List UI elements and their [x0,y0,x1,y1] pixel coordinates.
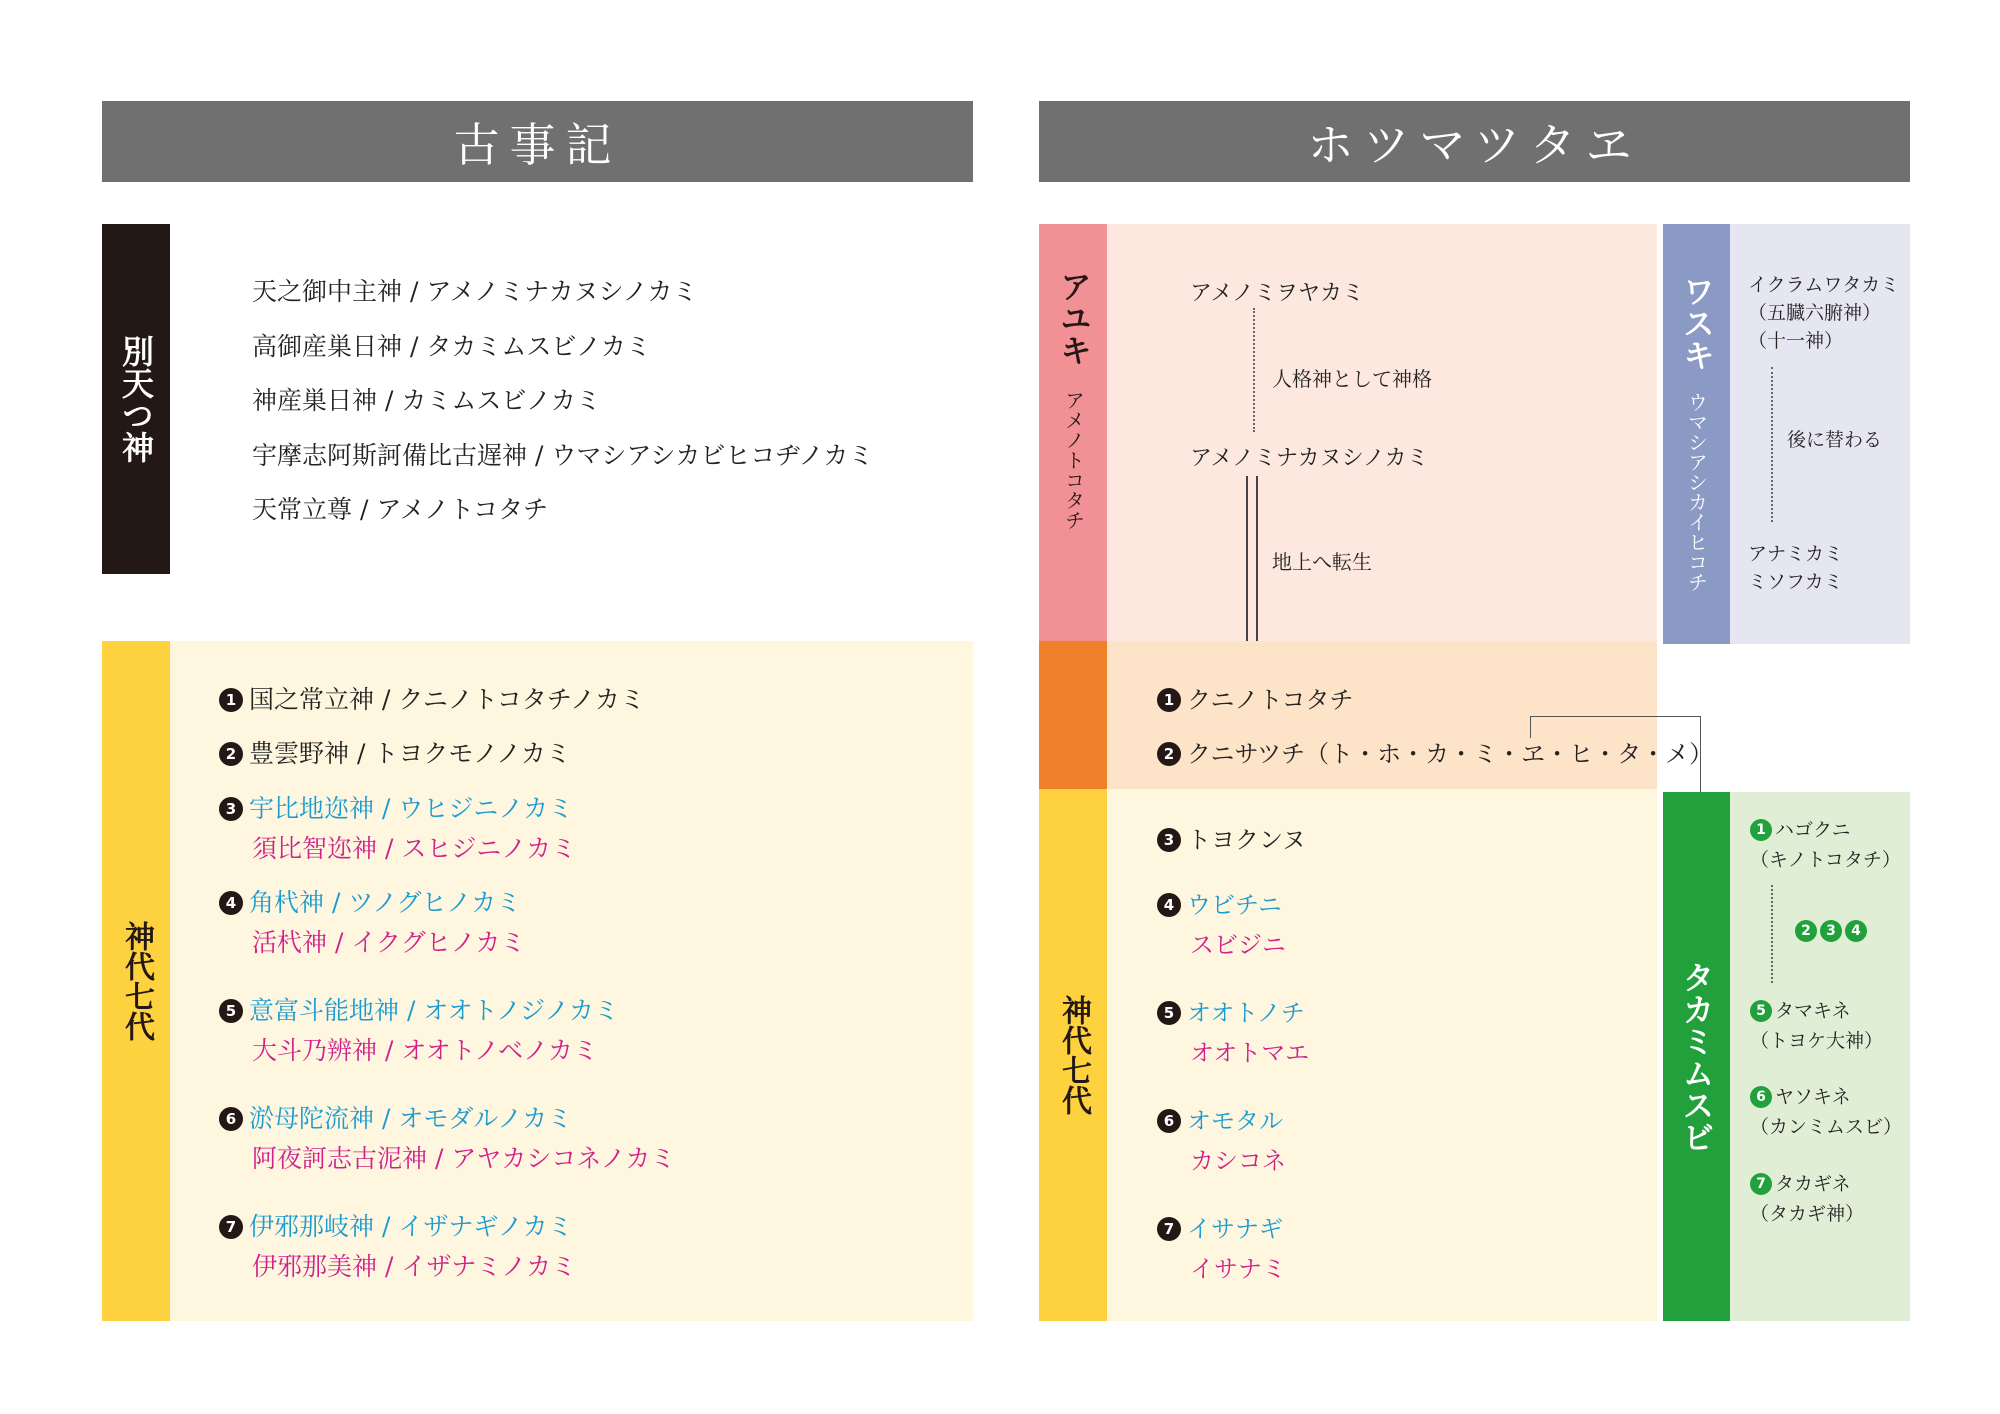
betsu-label-bar [102,224,170,574]
wasuki-line4: アナミカミ [1748,543,1844,565]
kamiyo-left-item-3b: 須比智迩神 / スヒジニノカミ [252,834,577,863]
green-number-badge: 2 [1795,920,1817,942]
dotted-connector [1253,308,1255,432]
kamiyo-right-item-5b: オオトマエ [1190,1039,1310,1067]
kamiyo-right-item-6: 6 オモタル [1157,1101,1283,1136]
number-badge: 2 [219,742,243,766]
green-number-badge: 6 [1750,1086,1772,1108]
takami-entry-5: 5 タマキネ [1750,996,1851,1023]
number-badge: 7 [219,1215,243,1239]
wasuki-label: ワスキ [1678,275,1716,371]
kamiyo-left-item-6b: 阿夜訶志古泥神 / アヤカシコネノカミ [252,1144,676,1173]
kamiyo-right-item-7b: イサナミ [1190,1255,1286,1283]
green-number-badge: 5 [1750,1000,1772,1022]
kojiki-header [102,101,973,182]
kuninotokotachi: 1 クニノトコタチ [1157,680,1354,715]
hotsuma-title: ホツマツタヱ [1307,117,1642,172]
takami-entry-7: 7 タカギネ [1750,1169,1851,1196]
takami-mid-numbers [1795,918,1870,942]
number-badge: 2 [1157,742,1181,766]
green-number-badge: 3 [1820,920,1842,942]
betsu-item: 宇摩志阿斯訶備比古遅神 / ウマシアシカビヒコヂノカミ [252,440,874,470]
takami-entry-6-sub: （カンミムスビ） [1750,1116,1903,1138]
takami-entry-6: 6 ヤソキネ [1750,1082,1851,1109]
kojiki-title: 古事記 [453,117,622,172]
kamiyo-right-item-7: 7 イサナギ [1157,1209,1283,1244]
kamiyo-left-item-1: 1 国之常立神 / クニノトコタチノカミ [219,680,645,716]
number-badge: 7 [1157,1217,1181,1241]
takami-label: タカミムスビ [1677,960,1716,1153]
hotsuma-header [1039,101,1910,182]
wasuki-line1: イクラムワタカミ [1748,274,1900,296]
ame-no-minaka: アメノミナカヌシノカミ [1190,446,1429,471]
number-badge: 1 [219,688,243,712]
kamiyo-right-label: 神代七代 [1056,995,1091,1115]
kamiyo-left-item-6: 6 淤母陀流神 / オモダルノカミ [219,1099,572,1135]
connector-line-right [1700,716,1701,792]
green-number-badge: 4 [1845,920,1867,942]
kamiyo-left-item-5: 5 意富斗能地神 / オオトノジノカミ [219,991,619,1027]
wasuki-sublabel: ウマシアシカイヒコチ [1684,392,1709,592]
ayuki-label: アユキ [1055,270,1093,366]
betsu-item: 高御産巣日神 / タカミムスビノカミ [252,331,651,361]
betsu-item: 天常立尊 / アメノトコタチ [252,495,549,524]
kamiyo-left-item-3: 3 宇比地迩神 / ウヒジニノカミ [219,789,573,825]
kamiyo-left-item-2: 2 豊雲野神 / トヨクモノノカミ [219,734,571,770]
kamiyo-left-item-5b: 大斗乃辨神 / オオトノベノカミ [252,1036,598,1065]
number-badge: 5 [219,999,243,1023]
betsu-label: 別天つ神 [117,335,155,463]
ayuki-sublabel: アメノトコタチ [1061,390,1086,530]
kunisatsuchi: 2 クニサツチ（ト・ホ・カ・ミ・ヱ・ヒ・タ・メ） [1157,734,1713,769]
kamiyo-right-item-4: 4 ウビチニ [1157,885,1282,920]
number-badge: 4 [1157,893,1181,917]
wasuki-note: 後に替わる [1787,429,1883,451]
kamiyo-left-label-bar [102,641,170,1321]
orange-bar [1039,641,1107,789]
number-badge: 1 [1157,688,1181,712]
kamiyo-right-label-bar [1039,789,1107,1321]
takami-entry-1: 1 ハゴクニ [1750,815,1851,842]
kamiyo-left-item-7: 7 伊邪那岐神 / イザナギノカミ [219,1207,573,1243]
kamiyo-left-item-7b: 伊邪那美神 / イザナミノカミ [252,1252,577,1281]
number-badge: 5 [1157,1001,1181,1025]
kamiyo-right-item-5: 5 オオトノチ [1157,993,1305,1028]
number-badge: 6 [219,1107,243,1131]
kamiyo-left-item-4b: 活杙神 / イクグヒノカミ [252,928,526,957]
betsu-item: 天之御中主神 / アメノミナカヌシノカミ [252,277,698,306]
betsu-list [252,272,873,545]
green-number-badge: 1 [1750,819,1772,841]
wasuki-line2: （五臓六腑神） [1748,302,1882,324]
wasuki-dotted [1771,367,1773,522]
kamiyo-left-label: 神代七代 [119,921,154,1041]
note-jinkaku: 人格神として神格 [1272,367,1432,391]
ame-no-miwoya: アメノミヲヤカミ [1190,281,1365,306]
wasuki-line5: ミソフカミ [1748,571,1843,593]
takami-bar [1663,792,1730,1321]
connector-line-top [1530,716,1700,717]
takami-entry-5-sub: （トヨケ大神） [1750,1030,1884,1052]
kamiyo-left-item-4: 4 角杙神 / ツノグヒノカミ [219,883,521,919]
wasuki-line3: （十一神） [1748,330,1844,352]
number-badge: 6 [1157,1109,1181,1133]
number-badge: 4 [219,891,243,915]
takami-entry-7-sub: （タカギ神） [1750,1203,1865,1225]
connector-line-left [1530,716,1531,738]
takami-dotted [1771,885,1773,983]
note-tensei: 地上へ転生 [1272,550,1372,574]
kamiyo-right-item-6b: カシコネ [1190,1147,1286,1175]
green-number-badge: 7 [1750,1173,1772,1195]
kamiyo-right-item-3: 3 トヨクンヌ [1157,820,1306,855]
takami-entry-1-sub: （キノトコタチ） [1750,849,1901,871]
kamiyo-right-item-4b: スビジニ [1190,931,1286,959]
number-badge: 3 [219,797,243,821]
number-badge: 3 [1157,828,1181,852]
betsu-item: 神産巣日神 / カミムスビノカミ [252,386,601,415]
